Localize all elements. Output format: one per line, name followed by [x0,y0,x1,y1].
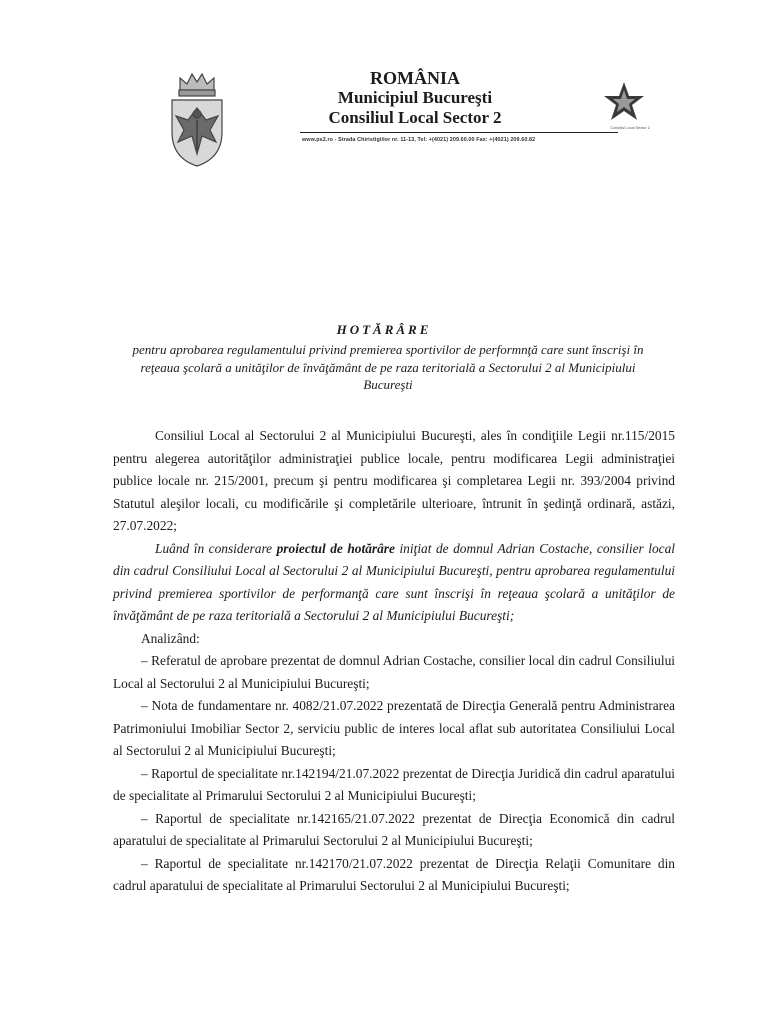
header-titles [290,68,540,128]
municipality-name: Municipiul Bucureşti [337,88,493,107]
analyzing-label: Analizând: [141,630,200,646]
document-body [113,425,675,898]
list-item: – Raportul de specialitate nr.142165/21.07.2022 prezentat de Direcţia Economică din cadrul aparatului de specialitate al Primarului Sectorului 2 al Municipiului Bucureşti; [113,810,675,848]
header-divider [300,132,618,133]
intro-paragraph: Consiliul Local al Sectorului 2 al Municipiului Bucureşti, ales în condiţiile Legii nr.115/2015 pentru alegerea autorităţilor administraţiei publice locale, pentru modificarea Legii administraţiei publice locale nr. 215/2001, precum şi pentru modificarea şi completarea Legii nr. 393/2004 privind Statutul aleşilor locali, cu modificările şi completările ulterioare, întrunit în şedinţă ordinară, astăzi, 27.07.2022; [113,428,675,533]
consideration-paragraph [113,538,675,628]
consideration-emphasis: proiectul de hotărâre [276,540,395,556]
list-item: – Raportul de specialitate nr.142170/21.07.2022 prezentat de Direcţia Relaţii Comunitare din cadrul aparatului de specialitate al Primarului Sectorului 2 al Municipiului Bucureşti; [113,855,675,893]
list-item: – Referatul de aprobare prezentat de domnul Adrian Costache, consilier local din cadrul Consiliului Local al Sectorului 2 al Municipiului Bucureşti; [113,653,675,691]
consideration-lead: Luând în considerare [155,540,277,556]
contact-line: www.ps2.ro - Strada Chiristigiilor nr. 11-13, Tel: +(4021) 209.60.00 Fax: +(4021) 209.60.82 [302,137,536,143]
coat-of-arms-icon [166,70,228,170]
list-item: – Raportul de specialitate nr.142194/21.07.2022 prezentat de Direcţia Juridică din cadrul aparatului de specialitate al Primarului Sectorului 2 al Municipiului Bucureşti; [113,765,675,803]
logo-caption: Consiliul Local Sector 2 [610,126,650,130]
council-name: Consiliul Local Sector 2 [328,108,502,127]
list-item: – Nota de fundamentare nr. 4082/21.07.2022 prezentată de Direcţia Generală pentru Administrarea Patrimoniului Imobiliar Sector 2, serviciu public de interes local aflat sub autoritatea Consiliului Local al Sectorului 2 al Municipiului Bucureşti; [113,698,675,758]
document-title: HOTĂRÂRE [336,322,432,337]
document-subtitle: pentru aprobarea regulamentului privind premierea sportivilor de performnţă care sunt înscrişi în reţeaua şcolară a unităţilor de învăţământ de pe raza teritorială a Sectorului 2 al Municipiului Bucureşti [132,342,644,392]
country-name: ROMÂNIA [370,68,460,88]
consideration-rest: iniţiat de domnul Adrian Costache, consilier local din cadrul Consiliului Local al Sectorului 2 al Municipiului Bucureşti, pentru aprobarea regulamentului privind premierea sportivilor de performanţă care sunt înscrişi în reţeaua şcolară a unităţilor de învăţământ de pe raza teritorială a Sectorului 2 al Municipiului Bucureşti; [113,540,676,623]
